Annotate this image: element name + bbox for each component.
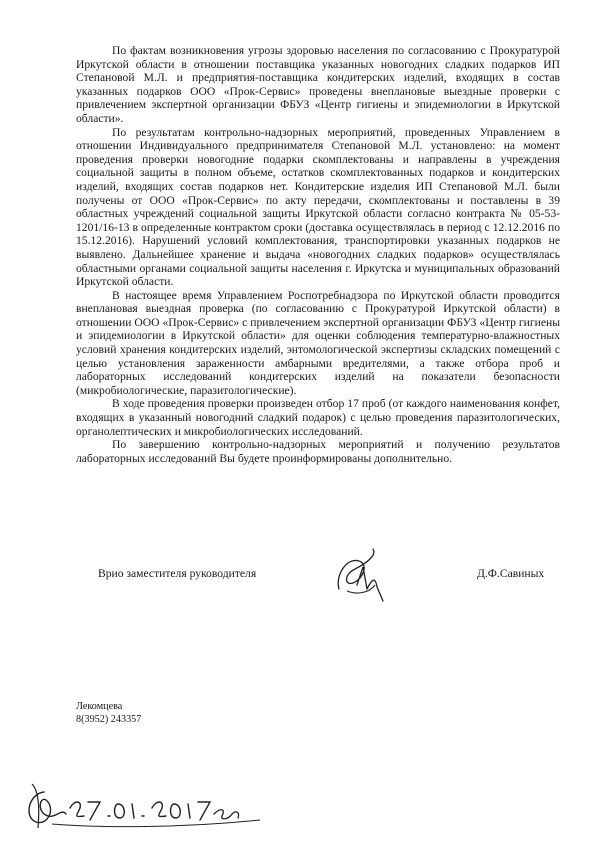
signatory-name: Д.Ф.Савиных (477, 567, 545, 580)
executor-info (76, 700, 141, 726)
signatory-title: Врио заместителя руководителя (98, 567, 257, 580)
letter-body (76, 44, 560, 465)
handwritten-date-note (22, 778, 272, 832)
paragraph-1: По фактам возникновения угрозы здоровью населения по согласованию с Прокуратурой Иркутской области в отношении поставщика указанных новогодних сладких подарков ИП Степановой М.Л. и предприятия-поставщика кондитерских изделий, входящих в состав указанных подарков ООО «Прок-Сервис» проведены внеплановые выездные проверки с привлечением экспертной организации ФБУЗ «Центр гигиены и эпидемиологии в Иркутской области». (76, 44, 560, 125)
executor-name: Лекомцева (76, 701, 123, 712)
handwritten-signature (333, 545, 393, 607)
signature-row (0, 565, 600, 605)
paragraph-2: По результатам контрольно-надзорных мероприятий, проведенных Управлением в отношении Индивидуального предпринимателя Степановой М.Л. установлено: на момент проведения проверки новогодние подарки скомплектованы и направлены в учреждения социальной защиты в полном объеме, остатков скомплектованных подарков и кондитерских изделий, входящих состав подарков нет. Кондитерские изделия ИП Степановой М.Л. были получены от ООО «Прок-Сервис» по акту передачи, скомплектованы и поставлены в 39 областных учреждений социальной защиты Иркутской области согласно контракта № 05-53-1201/16-13 в определенные контрактом сроки (доставка осуществлялась в период с 12.12.2016 по 15.12.2016). Нарушений условий комплектования, транспортировки указанных подарков не выявлено. Дальнейшее хранение и выдача «новогодних сладких подарков» осуществлялась областными органами социальной защиты населения г. Иркутска и муниципальных образований Иркутской области. (76, 125, 560, 289)
executor-phone: 8(3952) 243357 (76, 714, 142, 725)
paragraph-4: В ходе проведения проверки произведен отбор 17 проб (от каждого наименования конфет, входящих в указанный новогодний сладкий подарок) с целью проведения паразитологических, органолептических и микробиологических исследований. (76, 397, 560, 438)
paragraph-3: В настоящее время Управлением Роспотребнадзора по Иркутской области проводится внеплановая выездная проверка (по согласованию с Прокуратурой Иркутской области) в отношении ООО «Прок-Сервис» с привлечением экспертной организации ФБУЗ «Центр гигиены и эпидемиологии в Иркутской области» для оценки соблюдения температурно-влажностных условий хранения кондитерских изделий, энтомологической экспертизы складских помещений с целью установления зараженности амбарными вредителями, а также отбора проб и лабораторных исследований кондитерских изделий на показатели безопасности (микробиологические, паразитологические). (76, 288, 560, 397)
paragraph-5: По завершению контрольно-надзорных мероприятий и получению результатов лабораторных исследований Вы будете проинформированы дополнительно. (76, 438, 560, 465)
